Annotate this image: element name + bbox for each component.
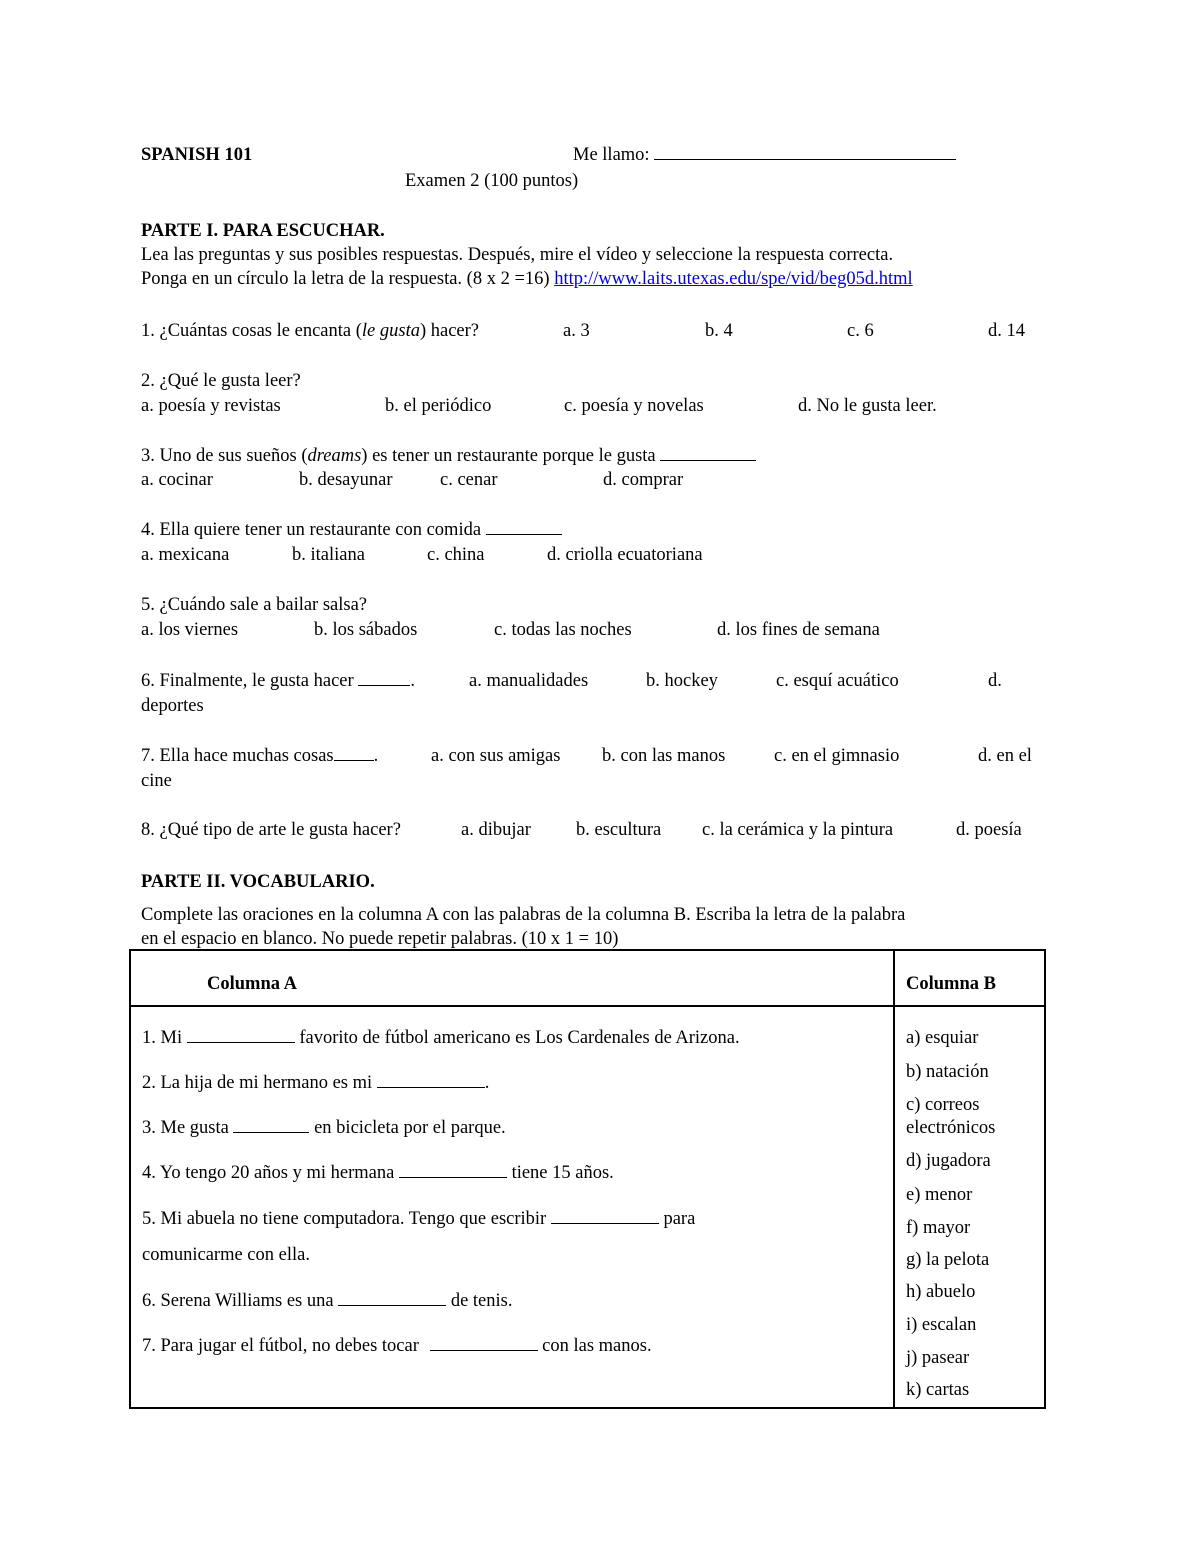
part2-instructions-1: Complete las oraciones en la columna A con las palabras de la columna B. Escriba la letra de la palabra [141, 905, 906, 925]
word-a: a) esquiar [906, 1028, 979, 1048]
q3-blank [660, 460, 756, 461]
question-7: 7. Ella hace muchas cosas . [141, 746, 379, 766]
sentence-4-blank[interactable] [399, 1177, 507, 1178]
q4-blank [486, 534, 562, 535]
q7-option-d-continued: cine [141, 771, 172, 791]
q2-option-d[interactable]: d. No le gusta leer. [798, 396, 937, 416]
q1-option-d[interactable]: d. 14 [988, 321, 1025, 341]
name-field-row [573, 146, 956, 165]
sentence-3: 3. Me gusta en bicicleta por el parque. [142, 1118, 506, 1138]
vocabulary-table [129, 949, 1046, 1409]
q7-option-a[interactable]: a. con sus amigas [431, 746, 561, 766]
column-a-header: Columna A [207, 974, 297, 994]
word-c: c) correos [906, 1095, 980, 1115]
word-b: b) natación [906, 1062, 989, 1082]
q3-option-d[interactable]: d. comprar [603, 470, 684, 490]
q4-option-b[interactable]: b. italiana [292, 545, 365, 565]
course-title: SPANISH 101 [141, 145, 253, 165]
q7-blank [334, 760, 374, 761]
q1-option-b[interactable]: b. 4 [705, 321, 733, 341]
sentence-6: 6. Serena Williams es una de tenis. [142, 1291, 513, 1311]
q5-option-d[interactable]: d. los fines de semana [717, 620, 880, 640]
word-j: j) pasear [906, 1348, 970, 1368]
question-4: 4. Ella quiere tener un restaurante con comida [141, 521, 562, 540]
part1-instructions-2 [141, 270, 913, 289]
q6-option-d-continued: deportes [141, 696, 204, 716]
q1-option-c[interactable]: c. 6 [847, 321, 874, 341]
sentence-5: 5. Mi abuela no tiene computadora. Tengo que escribir para [142, 1209, 696, 1229]
q4-option-d[interactable]: d. criolla ecuatoriana [547, 545, 703, 565]
sentence-7-blank[interactable] [430, 1350, 538, 1351]
q7-option-c[interactable]: c. en el gimnasio [774, 746, 900, 766]
q8-option-c[interactable]: c. la cerámica y la pintura [702, 820, 894, 840]
column-b-header: Columna B [906, 974, 996, 994]
question-2: 2. ¿Qué le gusta leer? [141, 371, 301, 391]
question-5: 5. ¿Cuándo sale a bailar salsa? [141, 595, 368, 615]
q8-option-d[interactable]: d. poesía [956, 820, 1022, 840]
q6-option-d[interactable]: d. [988, 671, 1002, 691]
header-divider [131, 1005, 1044, 1007]
word-c-continued: electrónicos [906, 1118, 996, 1138]
sentence-7: 7. Para jugar el fútbol, no debes tocar con las manos. [142, 1336, 652, 1356]
part2-instructions-2: en el espacio en blanco. No puede repetir palabras. (10 x 1 = 10) [141, 929, 619, 949]
q3-option-b[interactable]: b. desayunar [299, 470, 393, 490]
q3-option-a[interactable]: a. cocinar [141, 470, 213, 490]
word-e: e) menor [906, 1185, 973, 1205]
exam-title: Examen 2 (100 puntos) [405, 171, 579, 191]
column-divider [893, 951, 895, 1407]
q6-option-b[interactable]: b. hockey [646, 671, 718, 691]
q5-option-b[interactable]: b. los sábados [314, 620, 418, 640]
name-blank[interactable] [654, 159, 956, 160]
q8-option-b[interactable]: b. escultura [576, 820, 662, 840]
q2-option-c[interactable]: c. poesía y novelas [564, 396, 704, 416]
sentence-5-blank[interactable] [551, 1223, 659, 1224]
q7-option-d[interactable]: d. en el [978, 746, 1032, 766]
question-1: 1. ¿Cuántas cosas le encanta (le gusta) hacer? [141, 321, 480, 341]
q4-option-c[interactable]: c. china [427, 545, 485, 565]
q6-option-a[interactable]: a. manualidades [469, 671, 589, 691]
sentence-1-blank[interactable] [187, 1042, 295, 1043]
sentence-3-blank[interactable] [233, 1132, 309, 1133]
word-g: g) la pelota [906, 1250, 990, 1270]
sentence-4: 4. Yo tengo 20 años y mi hermana tiene 15 años. [142, 1163, 614, 1183]
sentence-2-blank[interactable] [377, 1087, 485, 1088]
sentence-2: 2. La hija de mi hermano es mi . [142, 1073, 490, 1093]
word-d: d) jugadora [906, 1151, 991, 1171]
question-3: 3. Uno de sus sueños (dreams) es tener un restaurante porque le gusta [141, 447, 756, 466]
word-k: k) cartas [906, 1380, 970, 1400]
q5-option-a[interactable]: a. los viernes [141, 620, 239, 640]
question-8: 8. ¿Qué tipo de arte le gusta hacer? [141, 820, 401, 840]
part2-title: PARTE II. VOCABULARIO. [141, 872, 375, 892]
q2-option-b[interactable]: b. el periódico [385, 396, 492, 416]
q6-blank [358, 685, 410, 686]
q2-option-a[interactable]: a. poesía y revistas [141, 396, 281, 416]
sentence-5-continued: comunicarme con ella. [142, 1245, 310, 1265]
q8-option-a[interactable]: a. dibujar [461, 820, 531, 840]
part1-title: PARTE I. PARA ESCUCHAR. [141, 221, 385, 241]
sentence-1: 1. Mi favorito de fútbol americano es Los Cardenales de Arizona. [142, 1028, 740, 1048]
q1-option-a[interactable]: a. 3 [563, 321, 590, 341]
q4-option-a[interactable]: a. mexicana [141, 545, 230, 565]
word-i: i) escalan [906, 1315, 977, 1335]
question-6: 6. Finalmente, le gusta hacer . [141, 671, 415, 691]
q3-option-c[interactable]: c. cenar [440, 470, 498, 490]
q5-option-c[interactable]: c. todas las noches [494, 620, 632, 640]
q6-option-c[interactable]: c. esquí acuático [776, 671, 899, 691]
part1-instructions-text: Ponga en un círculo la letra de la respuesta. (8 x 2 =16) [141, 269, 550, 289]
sentence-6-blank[interactable] [338, 1305, 446, 1306]
name-label: Me llamo: [573, 145, 650, 165]
video-link[interactable]: http://www.laits.utexas.edu/spe/vid/beg05d.html [554, 269, 913, 289]
word-h: h) abuelo [906, 1282, 976, 1302]
word-f: f) mayor [906, 1218, 971, 1238]
part1-instructions-1: Lea las preguntas y sus posibles respuestas. Después, mire el vídeo y seleccione la respuesta correcta. [141, 245, 894, 265]
q7-option-b[interactable]: b. con las manos [602, 746, 726, 766]
